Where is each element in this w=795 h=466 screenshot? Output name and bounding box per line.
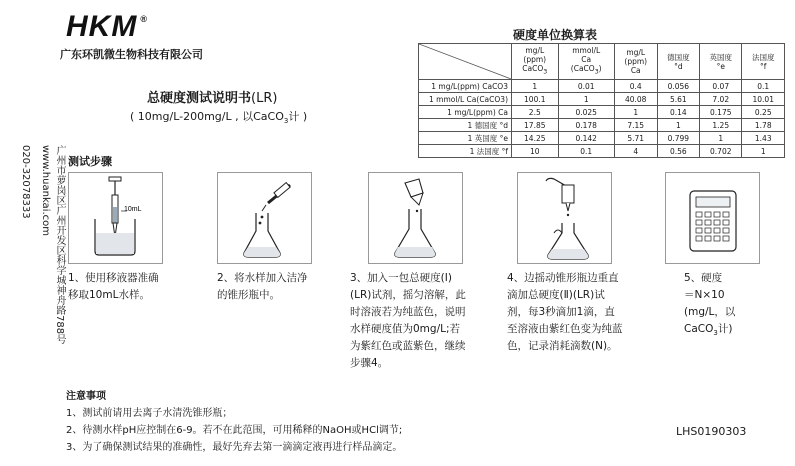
contact-info: [18, 145, 66, 344]
table-header-cell: 法国度 °f: [742, 44, 785, 80]
contact-phone: 020-32078333: [20, 145, 31, 219]
row-label: 1 mg/L(ppm) CaCO3: [419, 80, 512, 93]
table-cell: 1: [700, 132, 742, 145]
row-label: 1 mg/L(ppm) Ca: [419, 106, 512, 119]
table-cell: 1: [657, 119, 699, 132]
notes-title: 注意事项: [66, 391, 106, 402]
table-cell: 14.25: [512, 132, 559, 145]
document-code: LHS0190303: [676, 425, 747, 438]
syringe-flask-icon: [218, 173, 311, 263]
step-5-text: 5、硬度 ＝N×10 (mg/L，以 CaCO$_3$计): [684, 272, 736, 338]
pipette-volume-label: 10mL: [124, 206, 142, 213]
table-cell: 10: [512, 145, 559, 158]
step-4-text: 4、边摇动锥形瓶边重直滴加总硬度(Ⅱ)(LR)试剂，每3秒滴加1滴，直至溶液由紫红色变为纯蓝色，记录消耗滴数(N)。: [507, 272, 623, 352]
table-cell: 0.25: [742, 106, 785, 119]
pipette-beaker-icon: [69, 173, 162, 263]
table-cell: 0.1: [742, 80, 785, 93]
table-header-cell: 英国度 °e: [700, 44, 742, 80]
table-cell: 17.85: [512, 119, 559, 132]
step-3-text: 3、加入一包总硬度(Ⅰ)(LR)试剂，摇匀溶解，此时溶液若为纯蓝色，说明水样硬度值为0mg/L;若为紫红色或蓝紫色，继续步骤4。: [350, 272, 466, 369]
table-cell: 7.02: [700, 93, 742, 106]
note-item: 1、测试前请用去离子水清洗锥形瓶；: [66, 408, 233, 419]
doc-title: 总硬度测试说明书(LR): [147, 91, 278, 106]
table-cell: 0.01: [558, 80, 614, 93]
table-row: [419, 119, 785, 132]
step-3-illustration: [368, 172, 463, 264]
table-cell: 0.178: [558, 119, 614, 132]
table-cell: 5.61: [657, 93, 699, 106]
table-corner-cell: [419, 44, 512, 80]
table-cell: 5.71: [614, 132, 657, 145]
registered-mark: ®: [140, 14, 148, 24]
table-cell: 1.25: [700, 119, 742, 132]
table-header-cell: mmol/L Ca (CaCO$_3$): [558, 44, 614, 80]
table-cell: 1: [512, 80, 559, 93]
step-1-illustration: [68, 172, 163, 264]
table-cell: 2.5: [512, 106, 559, 119]
dropper-flask-icon: [518, 173, 611, 263]
table-cell: 0.142: [558, 132, 614, 145]
table-cell: 0.056: [657, 80, 699, 93]
table-cell: 0.14: [657, 106, 699, 119]
row-label: 1 英国度 °e: [419, 132, 512, 145]
doc-subtitle: ( 10mg/L-200mg/L , 以CaCO$_3$计 ): [130, 110, 308, 126]
table-header-cell: mg/L (ppm) CaCO$_3$: [512, 44, 559, 80]
contact-address: 广州市萝岗区广州开发区科学城神舟路788号: [54, 145, 65, 345]
steps-title: 测试步骤: [68, 155, 112, 168]
table-cell: 0.56: [657, 145, 699, 158]
table-cell: 100.1: [512, 93, 559, 106]
note-item: 2、待测水样pH应控制在6-9。若不在此范围，可用稀释的NaOH或HCl调节;: [66, 425, 403, 436]
step-4-illustration: [517, 172, 612, 264]
table-header-row: [419, 44, 785, 80]
step-2-illustration: [217, 172, 312, 264]
table-cell: 4: [614, 145, 657, 158]
table-cell: 1.43: [742, 132, 785, 145]
table-cell: 1.78: [742, 119, 785, 132]
contact-website: www.huankai.com: [40, 145, 51, 236]
table-row: [419, 80, 785, 93]
table-row: [419, 132, 785, 145]
table-cell: 10.01: [742, 93, 785, 106]
company-name: 广东环凯微生物科技有限公司: [60, 48, 203, 61]
table-cell: 0.702: [700, 145, 742, 158]
table-cell: 1: [742, 145, 785, 158]
row-label: 1 mmol/L Ca(CaCO3): [419, 93, 512, 106]
brand-logo: HKM ®: [66, 10, 148, 43]
table-row: [419, 106, 785, 119]
table-title: 硬度单位换算表: [513, 28, 598, 42]
table-cell: 1: [558, 93, 614, 106]
table-cell: 0.175: [700, 106, 742, 119]
table-cell: 0.025: [558, 106, 614, 119]
reagent-packet-flask-icon: [369, 173, 462, 263]
table-cell: 0.4: [614, 80, 657, 93]
table-cell: 7.15: [614, 119, 657, 132]
row-label: 1 法国度 °f: [419, 145, 512, 158]
table-header-cell: mg/L (ppm) Ca: [614, 44, 657, 80]
row-label: 1 德国度 °d: [419, 119, 512, 132]
table-cell: 40.08: [614, 93, 657, 106]
step-1-text: 1、使用移液器准确移取10mL水样。: [68, 272, 159, 301]
table-cell: 1: [614, 106, 657, 119]
step-2-text: 2、将水样加入洁净的锥形瓶中。: [217, 272, 308, 301]
note-item: 3、为了确保测试结果的准确性，最好先弃去第一滴滴定液再进行样品滴定。: [66, 442, 403, 453]
conversion-table: [418, 43, 785, 158]
table-row: [419, 93, 785, 106]
table-cell: 0.799: [657, 132, 699, 145]
table-cell: 0.1: [558, 145, 614, 158]
table-cell: 0.07: [700, 80, 742, 93]
table-header-cell: 德国度 °d: [657, 44, 699, 80]
step-5-illustration: [665, 172, 760, 264]
calculator-icon: [666, 173, 759, 263]
table-row: [419, 145, 785, 158]
